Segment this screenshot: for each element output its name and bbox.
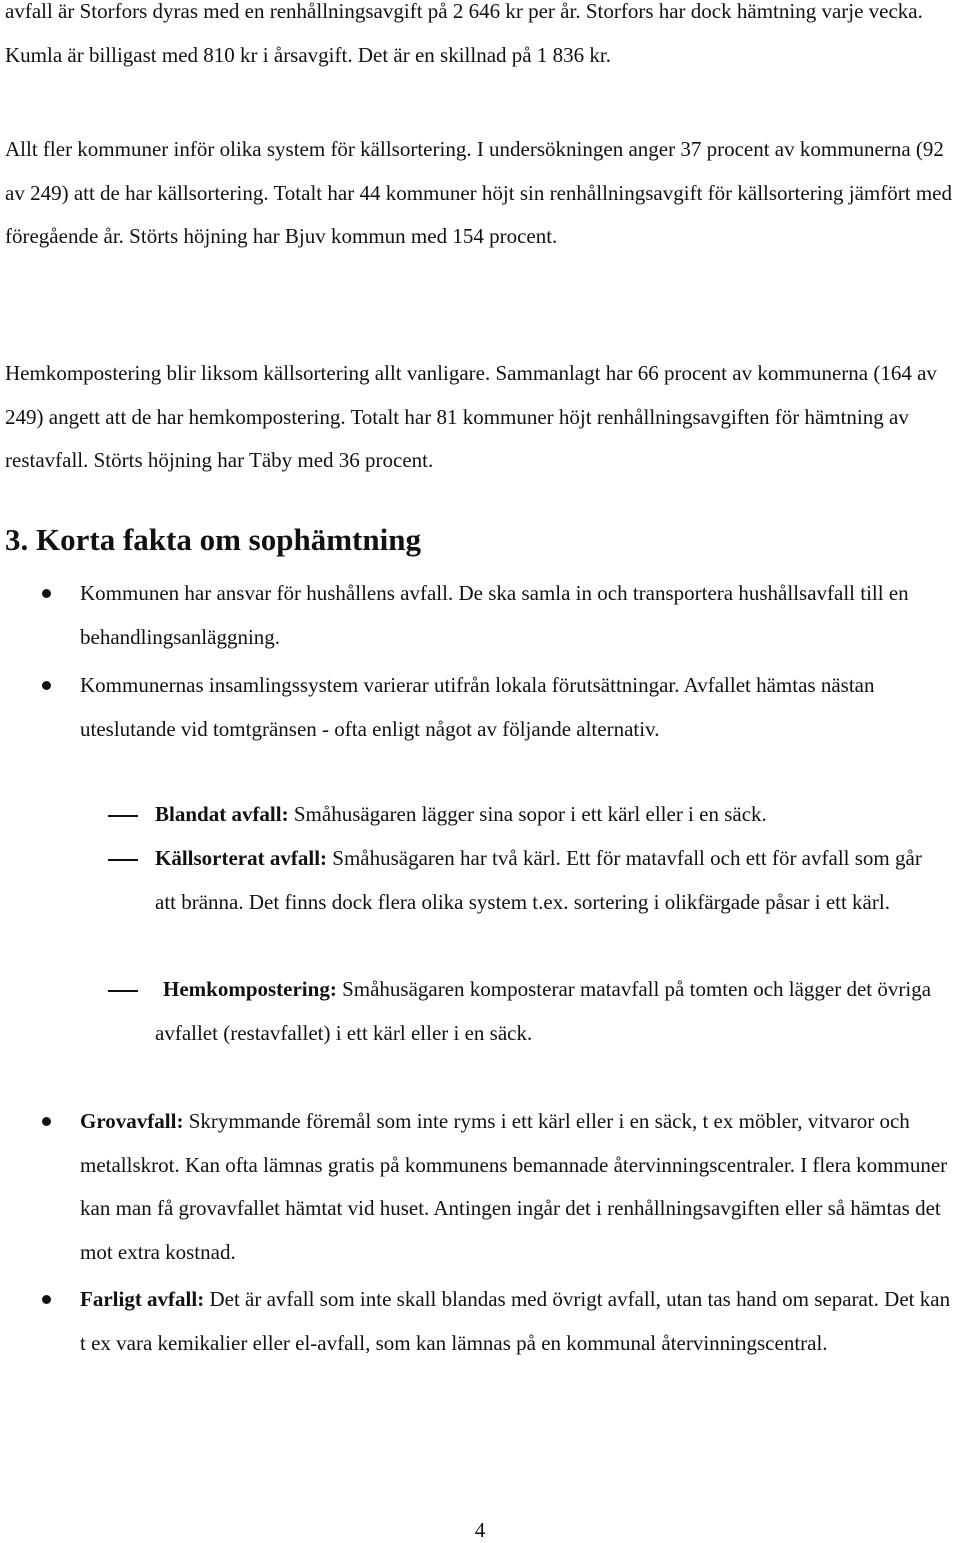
- page-number: 4: [474, 1518, 486, 1542]
- dash-icon: [108, 815, 138, 817]
- bullet-dot-icon: [42, 1117, 51, 1126]
- alternative-text: Småhusägaren har två kärl. Ett för matavfall och ett för avfall som går att bränna. Det finns dock flera olika system t.ex. sortering i olikfärgade påsar i ett kärl.: [155, 846, 922, 914]
- list-item-text: Skrymmande föremål som inte ryms i ett kärl eller i en säck, t ex möbler, vitvaror och metallskrot. Kan ofta lämnas gratis på kommunens bemannade återvinningscentraler. I flera kommuner kan man få grovavfallet hämtat vid huset. Antingen ingår det i renhållningsavgiften eller så hämtas det mot extra kostnad.: [80, 1109, 948, 1264]
- alternative-term: Källsorterat avfall:: [155, 846, 328, 870]
- dash-icon: [108, 859, 138, 861]
- bullet-dot-icon: [42, 1295, 51, 1304]
- list-item: [80, 572, 958, 659]
- section-heading: 3. Korta fakta om sophämtning: [5, 522, 421, 557]
- list-item-text: Kommunernas insamlingssystem varierar utifrån lokala förutsättningar. Avfallet hämtas nästan uteslutande vid tomtgränsen - ofta enligt något av följande alternativ.: [80, 673, 875, 741]
- list-item: [80, 1100, 958, 1274]
- list-item-text: Det är avfall som inte skall blandas med övrigt avfall, utan tas hand om separat. Det kan t ex vara kemikalier eller el-avfall, som kan lämnas på en kommunal återvinningscentral.: [80, 1287, 951, 1355]
- alternative-text: Småhusägaren komposterar matavfall på tomten och lägger det övriga avfallet (restavfallet) i ett kärl eller i en säck.: [155, 977, 932, 1045]
- alternative-item: [155, 968, 945, 1055]
- alternative-text: Småhusägaren lägger sina sopor i ett kärl eller i en säck.: [288, 802, 767, 826]
- alternative-item: [155, 793, 945, 837]
- alternative-item: [155, 837, 945, 924]
- list-item-text: Kommunen har ansvar för hushållens avfall. De ska samla in och transportera hushållsavfall till en behandlingsanläggning.: [80, 581, 909, 649]
- paragraph-hemkompostering: Hemkompostering blir liksom källsortering allt vanligare. Sammanlagt har 66 procent av kommunerna (164 av 249) angett att de har hemkompostering. Totalt har 81 kommuner höjt renhållningsavgiften för hämtning av restavfall. Störts höjning har Täby med 36 procent.: [5, 361, 937, 472]
- list-item-term: Grovavfall:: [80, 1109, 184, 1133]
- list-item-term: Farligt avfall:: [80, 1287, 205, 1311]
- list-item: [80, 1278, 958, 1365]
- dash-icon: [108, 990, 138, 992]
- list-item: [80, 664, 958, 751]
- bullet-dot-icon: [42, 589, 51, 598]
- paragraph-kallsortering: Allt fler kommuner inför olika system för källsortering. I undersökningen anger 37 procent av kommunerna (92 av 249) att de har källsortering. Totalt har 44 kommuner höjt sin renhållningsavgift för källsortering jämfört med föregående år. Störts höjning har Bjuv kommun med 154 procent.: [5, 137, 952, 248]
- alternative-term: Hemkompostering:: [163, 977, 337, 1001]
- paragraph-avgift-storfors-kumla: avfall är Storfors dyras med en renhållningsavgift på 2 646 kr per år. Storfors har dock hämtning varje vecka. Kumla är billigast med 810 kr i årsavgift. Det är en skillnad på 1 836 kr.: [5, 0, 923, 67]
- bullet-dot-icon: [42, 681, 51, 690]
- alternative-term: Blandat avfall:: [155, 802, 289, 826]
